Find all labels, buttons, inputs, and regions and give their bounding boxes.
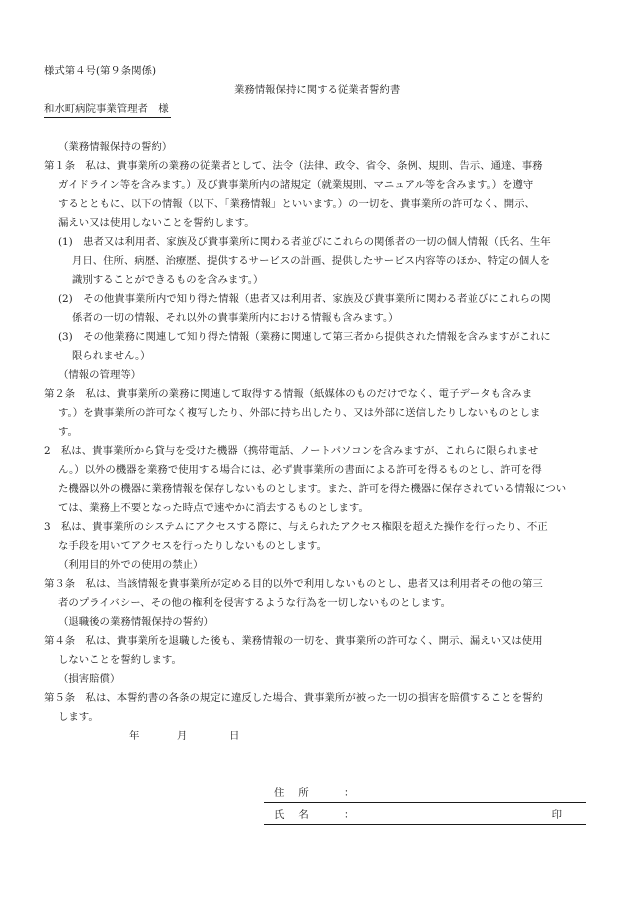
form-number: 様式第４号(第９条関係) — [44, 65, 157, 77]
date-month: 月 — [177, 730, 188, 742]
article-1-line: するとともに、以下の情報（以下、「業務情報」といいます。）の一切を、貴事業所の許可なく、開示、 — [58, 198, 535, 210]
article-3-heading: （利用目的外での使用の禁止） — [58, 559, 204, 571]
article-3-line: 第３条 私は、当該情報を貴事業所が定める目的以外で利用しないものとし、患者又は利用者その他の第三 — [44, 578, 543, 590]
article-1-line: 漏えい又は使用しないことを誓約します。 — [58, 217, 255, 229]
article-3-line: 者のプライバシー、その他の権利を侵害するような行為を一切しないものとします。 — [58, 597, 452, 609]
article-4-line: しないことを誓約します。 — [58, 654, 182, 666]
address-field[interactable] — [264, 784, 586, 803]
article-2-line: 第２条 私は、貴事業所の業務に関連して取得する情報（紙媒体のものだけでなく、電子データも含みま — [44, 388, 533, 400]
name-label: 氏名 — [274, 809, 323, 821]
article-4-line: 第４条 私は、貴事業所を退職した後も、業務情報の一切を、貴事業所の許可なく、開示、漏えい又は使用 — [44, 635, 543, 647]
article-4-heading: （退職後の業務情報保持の誓約） — [58, 616, 214, 628]
article-2-para-2: た機器以外の機器に業務情報を保存しないものとします。また、許可を得た機器に保存されている情報につい — [58, 483, 567, 495]
article-5-line: 第５条 私は、本誓約書の各条の規定に違反した場合、貴事業所が被った一切の損害を賠償することを誓約 — [44, 692, 543, 704]
article-2-para-2: 2 私は、貴事業所から貸与を受けた機器（携帯電話、ノートパソコンを含みますが、これらに限られませ — [44, 445, 539, 457]
address-colon: ： — [344, 787, 355, 799]
addressee: 和水町病院事業管理者 様 — [44, 102, 171, 118]
article-1-line: 第１条 私は、貴事業所の業務の従業者として、法令（法律、政令、省令、条例、規則、告示、通達、事務 — [44, 160, 543, 172]
date-year: 年 — [129, 730, 140, 742]
seal-mark: 印 — [551, 809, 562, 821]
article-2-line: す。）を貴事業所の許可なく複写したり、外部に持ち出したり、又は外部に送信したりしないものとしま — [58, 407, 541, 419]
article-2-heading: （情報の管理等） — [58, 369, 142, 381]
article-1-item-2: (2) その他貴事業所内で知り得た情報（患者又は利用者、家族及び貴事業所に関わる者並びにこれらの関 — [58, 293, 551, 305]
article-1-item-3: 限られません。） — [72, 350, 151, 362]
article-2-para-2: ては、業務上不要となった時点で速やかに消去するものとします。 — [58, 502, 369, 514]
article-1-item-2: 係者の一切の情報、それ以外の貴事業所内における情報も含みます。） — [72, 312, 399, 324]
article-2-line: す。 — [58, 426, 78, 438]
name-field[interactable] — [264, 806, 586, 825]
article-2-para-3: 3 私は、貴事業所のシステムにアクセスする際に、与えられたアクセス権限を超えた操作を行ったり、不正 — [44, 521, 548, 533]
article-1-heading: （業務情報保持の誓約） — [58, 141, 173, 153]
document — [44, 62, 592, 753]
article-1-item-3: (3) その他業務に関連して知り得た情報（業務に関連して第三者から提供された情報を含みますがこれに — [58, 331, 551, 343]
article-1-item-1: 識別することができるものを含みます。） — [72, 274, 264, 286]
document-title: 業務情報保持に関する従業者誓約書 — [234, 84, 401, 96]
date-day: 日 — [229, 730, 240, 742]
name-colon: ： — [344, 809, 355, 821]
date-row — [44, 727, 592, 753]
article-1-line: ガイドライン等を含みます。）及び貴事業所内の諸規定（就業規則、マニュアル等を含みます。）を遵守 — [58, 179, 534, 191]
article-2-para-2: ん。）以外の機器を業務で使用する場合には、必ず貴事業所の書面による許可を得るものとし、許可を得 — [58, 464, 542, 476]
address-label: 住所 — [274, 787, 323, 799]
article-5-heading: （損害賠償） — [58, 673, 121, 685]
article-1-item-1: (1) 患者又は利用者、家族及び貴事業所に関わる者並びにこれらの関係者の一切の個人情報（氏名、生年 — [58, 236, 551, 248]
article-5-line: します。 — [58, 711, 99, 723]
article-1-item-1: 月日、住所、病歴、治療歴、提供するサービスの計画、提供したサービス内容等のほか、特定の個人を — [72, 255, 550, 267]
article-2-para-3: な手段を用いてアクセスを行ったりしないものとします。 — [58, 540, 328, 552]
